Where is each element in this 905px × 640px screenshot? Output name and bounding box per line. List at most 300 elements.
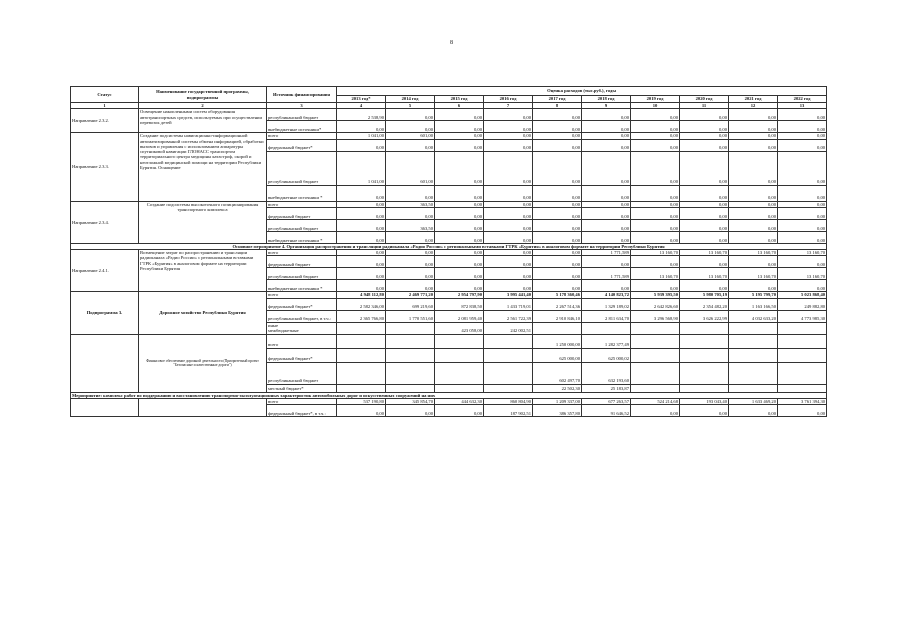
value-cell: 3 761 394,30 (778, 399, 827, 405)
value-cell: 423 058,00 (435, 322, 484, 334)
column-number: 13 (778, 103, 827, 109)
value-cell: 0,00 (435, 219, 484, 231)
program-name: Освещение накопленными систем оборудования автотранспортных средств, используемых при осуществлении перевозок детей (139, 109, 267, 133)
source-cell: федеральный бюджет* (267, 348, 337, 362)
value-cell (729, 384, 778, 392)
column-number: 10 (631, 103, 680, 109)
value-cell: 0,00 (680, 151, 729, 185)
value-cell: 0,00 (386, 121, 435, 133)
value-cell: 0,00 (582, 201, 631, 207)
value-cell: 0,00 (778, 139, 827, 151)
value-cell (582, 322, 631, 334)
value-cell: 0,00 (778, 405, 827, 417)
value-cell: 1 041,00 (337, 133, 386, 139)
program-name: Возмещение затрат по распространению и трансляции радиоканала «Радио России» с региональными вставками ГТРК «Бурятия» в аналоговом формате на территории Республики Бурятия (139, 250, 267, 292)
table-row (71, 334, 827, 348)
value-cell: 0,00 (435, 280, 484, 292)
value-cell: 0,00 (337, 207, 386, 219)
value-cell: 1 771,589 (582, 250, 631, 256)
value-cell: 0,00 (582, 280, 631, 292)
value-cell: 0,00 (386, 231, 435, 243)
value-cell (484, 348, 533, 362)
value-cell (631, 362, 680, 384)
value-cell: 0,00 (484, 207, 533, 219)
source-cell: республиканский бюджет, в т.ч.: (267, 310, 337, 322)
value-cell: 386 357,80 (533, 405, 582, 417)
value-cell: 0,00 (631, 219, 680, 231)
value-cell: 2 538,90 (337, 109, 386, 121)
value-cell (778, 322, 827, 334)
value-cell: 0,00 (729, 280, 778, 292)
value-cell: 0,00 (435, 139, 484, 151)
value-cell: 4 140 823,72 (582, 292, 631, 298)
source-line: иные (268, 323, 279, 329)
value-cell: 0,00 (435, 231, 484, 243)
value-cell: 0,00 (484, 280, 533, 292)
value-cell: 0,00 (533, 151, 582, 185)
source-cell: всего (267, 250, 337, 256)
value-cell: 0,00 (582, 219, 631, 231)
value-cell: 13 160,70 (680, 268, 729, 280)
value-cell: 5 939 395,50 (631, 292, 680, 298)
value-cell: 0,00 (484, 201, 533, 207)
section-heading: Основное мероприятие 4. Организация распространения и трансляции радиоканала «Радио России» с региональными вставками ГТРК «Бурятия» в аналоговом формате на территории Республики Бурятия (71, 243, 827, 249)
value-cell: 0,00 (484, 256, 533, 268)
value-cell: 242 002,51 (484, 322, 533, 334)
value-cell: 13 160,70 (631, 268, 680, 280)
value-cell: 0,00 (386, 185, 435, 201)
value-cell: 345 854,70 (386, 399, 435, 405)
value-cell: 0,00 (582, 133, 631, 139)
value-cell: 4 773 985,30 (778, 310, 827, 322)
value-cell: 0,00 (435, 201, 484, 207)
year-header: 2017 год (533, 96, 582, 103)
value-cell: 3 995 441,40 (484, 292, 533, 298)
column-number: 1 (71, 103, 139, 109)
value-cell: 5 195 799,70 (729, 292, 778, 298)
source-cell: всего (267, 334, 337, 348)
value-cell: 0,00 (337, 139, 386, 151)
section-heading: Мероприятие: комплекс работ по поддержанию и восстановлению транспортно-эксплуатационных характеристик автомобильных дорог и искусственных сооружений на них (71, 392, 827, 398)
value-cell: 0,00 (435, 121, 484, 133)
value-cell: 0,00 (435, 207, 484, 219)
value-cell: 0,00 (680, 280, 729, 292)
value-cell: 0,00 (729, 185, 778, 201)
source-cell: федеральный бюджет* (267, 139, 337, 151)
page-number: 8 (450, 40, 453, 46)
value-cell: 0,00 (484, 121, 533, 133)
status-cell: Направление 2.3.3. (71, 133, 139, 201)
value-cell (337, 384, 386, 392)
source-cell: республиканский бюджет (267, 151, 337, 185)
value-cell (631, 348, 680, 362)
value-cell (729, 348, 778, 362)
value-cell: 0,00 (337, 405, 386, 417)
year-header: 2020 год (680, 96, 729, 103)
value-cell: 4 032 633,20 (729, 310, 778, 322)
value-cell: 0,00 (337, 256, 386, 268)
value-cell (533, 322, 582, 334)
value-cell: 0,00 (778, 231, 827, 243)
value-cell (680, 362, 729, 384)
value-cell: 0,00 (582, 109, 631, 121)
value-cell: 1 633 469,20 (729, 399, 778, 405)
value-cell: 3 296 568,90 (631, 310, 680, 322)
value-cell: 0,00 (533, 109, 582, 121)
value-cell: 0,00 (337, 268, 386, 280)
column-number: 12 (729, 103, 778, 109)
value-cell (484, 362, 533, 384)
value-cell: 13 160,70 (729, 268, 778, 280)
value-cell: 2 469 771,20 (386, 292, 435, 298)
status-cell: Направление 2.4.1. (71, 250, 139, 292)
value-cell: 0,00 (386, 250, 435, 256)
value-cell: 601,00 (386, 151, 435, 185)
value-cell (435, 384, 484, 392)
value-cell: 13 160,70 (778, 250, 827, 256)
value-cell: 0,00 (631, 280, 680, 292)
value-cell: 0,00 (435, 405, 484, 417)
value-cell: 1 329 189,02 (582, 298, 631, 310)
value-cell: 0,00 (337, 201, 386, 207)
value-cell: 0,00 (778, 207, 827, 219)
source-cell: федеральный бюджет* (267, 298, 337, 310)
value-cell: 0,00 (631, 121, 680, 133)
value-cell (386, 334, 435, 348)
value-cell: 363,50 (386, 201, 435, 207)
program-name (139, 399, 267, 417)
value-cell: 1 771,589 (582, 268, 631, 280)
value-cell (631, 322, 680, 334)
source-cell: республиканский бюджет (267, 109, 337, 121)
value-cell: 0,00 (337, 185, 386, 201)
value-cell: 0,00 (631, 109, 680, 121)
value-cell (386, 348, 435, 362)
value-cell (729, 362, 778, 384)
value-cell: 0,00 (533, 139, 582, 151)
year-header: 2019 год (631, 96, 680, 103)
value-cell: 0,00 (631, 133, 680, 139)
value-cell: 0,00 (680, 231, 729, 243)
value-cell (680, 384, 729, 392)
value-cell: 0,00 (680, 201, 729, 207)
value-cell: 444 632,30 (435, 399, 484, 405)
value-cell: 5 178 360,46 (533, 292, 582, 298)
value-cell: 0,00 (680, 121, 729, 133)
header-estimate: Оценка расходов (тыс.руб.), годы (337, 87, 827, 96)
value-cell: 0,00 (582, 256, 631, 268)
value-cell: 2 081 959,40 (435, 310, 484, 322)
value-cell: 0,00 (778, 133, 827, 139)
value-cell (386, 362, 435, 384)
value-cell: 0,00 (680, 207, 729, 219)
value-cell: 0,00 (582, 185, 631, 201)
value-cell: 0,00 (386, 405, 435, 417)
header-source: Источник финансирования (267, 87, 337, 103)
value-cell: 0,00 (778, 109, 827, 121)
value-cell: 2 811 634,70 (582, 310, 631, 322)
value-cell: 4 948 112,80 (337, 292, 386, 298)
status-cell: Направление 2.3.2. (71, 109, 139, 133)
column-number: 11 (680, 103, 729, 109)
value-cell: 0,00 (778, 201, 827, 207)
value-cell: 860 804,90 (484, 399, 533, 405)
value-cell: 0,00 (386, 139, 435, 151)
value-cell: 537 190,80 (337, 399, 386, 405)
value-cell: 0,00 (631, 201, 680, 207)
value-cell (778, 362, 827, 384)
column-number: 9 (582, 103, 631, 109)
value-cell: 0,00 (337, 121, 386, 133)
source-cell: внебюджетные источники * (267, 280, 337, 292)
value-cell: 0,00 (484, 250, 533, 256)
value-cell (337, 334, 386, 348)
column-number: 6 (435, 103, 484, 109)
value-cell: 0,00 (631, 151, 680, 185)
value-cell: 2 954 797,90 (435, 292, 484, 298)
value-cell: 0,00 (435, 256, 484, 268)
header-program: Наименование государственной программы, подпрограммы (139, 87, 267, 103)
value-cell: 0,00 (533, 268, 582, 280)
value-cell (435, 348, 484, 362)
value-cell: 1 282 377,49 (582, 334, 631, 348)
value-cell: 0,00 (680, 256, 729, 268)
value-cell: 0,00 (680, 405, 729, 417)
status-cell (71, 399, 139, 417)
source-cell (267, 322, 337, 334)
value-cell: 677 263,57 (582, 399, 631, 405)
value-cell: 91 646,52 (582, 405, 631, 417)
value-cell: 25 183,87 (582, 384, 631, 392)
column-number: 5 (386, 103, 435, 109)
value-cell (386, 322, 435, 334)
value-cell: 2 561 722,39 (484, 310, 533, 322)
value-cell: 0,00 (729, 139, 778, 151)
program-name: Финансовое обеспечение дорожной деятельности (Приоритетный проект "Безопасные и качественные дороги") (139, 334, 267, 392)
value-cell: 249 882,80 (778, 298, 827, 310)
value-cell (435, 334, 484, 348)
value-cell: 1 770 551,60 (386, 310, 435, 322)
value-cell: 872 838,50 (435, 298, 484, 310)
column-number: 7 (484, 103, 533, 109)
value-cell (729, 322, 778, 334)
value-cell: 632 193,60 (582, 362, 631, 384)
source-cell: внебюджетные источники * (267, 231, 337, 243)
value-cell: 1 250 000,00 (533, 334, 582, 348)
expense-table (70, 86, 827, 417)
value-cell: 699 219,60 (386, 298, 435, 310)
value-cell: 13 160,70 (729, 250, 778, 256)
value-cell: 2 910 846,10 (533, 310, 582, 322)
value-cell (778, 384, 827, 392)
value-cell: 0,00 (680, 219, 729, 231)
value-cell (337, 322, 386, 334)
year-header: 2022 год (778, 96, 827, 103)
value-cell: 0,00 (778, 219, 827, 231)
value-cell: 0,00 (582, 151, 631, 185)
value-cell: 0,00 (631, 231, 680, 243)
source-cell: республиканский бюджет (267, 219, 337, 231)
value-cell: 0,00 (435, 250, 484, 256)
value-cell: 0,00 (386, 256, 435, 268)
value-cell (484, 334, 533, 348)
source-cell: всего (267, 399, 337, 405)
value-cell (337, 362, 386, 384)
value-cell: 22 502,30 (533, 384, 582, 392)
column-number: 2 (139, 103, 267, 109)
value-cell: 2 582 346,00 (337, 298, 386, 310)
value-cell: 0,00 (729, 109, 778, 121)
year-header: 2016 год (484, 96, 533, 103)
value-cell: 0,00 (631, 139, 680, 151)
value-cell: 2 267 514,36 (533, 298, 582, 310)
year-header: 2021 год (729, 96, 778, 103)
value-cell: 1 041,00 (337, 151, 386, 185)
source-cell: местный бюджет* (267, 384, 337, 392)
value-cell: 0,00 (533, 185, 582, 201)
value-cell: 0,00 (729, 256, 778, 268)
program-name: Создание подсистемы высокоточного позиционирования транспортного комплекса (139, 201, 267, 243)
value-cell: 193 043,40 (680, 399, 729, 405)
year-header: 2014 год (386, 96, 435, 103)
value-cell (435, 362, 484, 384)
value-cell: 1 163 166,50 (729, 298, 778, 310)
value-cell: 0,00 (533, 231, 582, 243)
value-cell: 187 902,51 (484, 405, 533, 417)
value-cell: 5 023 868,40 (778, 292, 827, 298)
value-cell: 0,00 (386, 207, 435, 219)
value-cell: 1 433 719,01 (484, 298, 533, 310)
value-cell (631, 384, 680, 392)
value-cell: 1 209 337,00 (533, 399, 582, 405)
value-cell: 0,00 (778, 280, 827, 292)
value-cell: 13 160,70 (631, 250, 680, 256)
value-cell: 0,00 (533, 207, 582, 219)
year-header: 2018 год (582, 96, 631, 103)
value-cell: 13 160,70 (778, 268, 827, 280)
source-cell: республиканский бюджет (267, 268, 337, 280)
value-cell: 0,00 (435, 151, 484, 185)
value-cell: 0,00 (484, 185, 533, 201)
value-cell: 0,00 (484, 268, 533, 280)
value-cell: 2 642 826,60 (631, 298, 680, 310)
value-cell: 0,00 (631, 405, 680, 417)
value-cell: 0,00 (484, 219, 533, 231)
value-cell (778, 334, 827, 348)
value-cell (729, 334, 778, 348)
value-cell: 0,00 (386, 268, 435, 280)
value-cell: 0,00 (729, 405, 778, 417)
source-cell: всего (267, 292, 337, 298)
value-cell: 0,00 (680, 139, 729, 151)
value-cell: 0,00 (778, 256, 827, 268)
value-cell: 0,00 (778, 185, 827, 201)
year-header: 2013 год* (337, 96, 386, 103)
program-name: Создание подсистемы навигационно-информационной автоматизированной системы обмена информацией, обработки вызовов и управления с использованием аппаратуры спутниковой навигации ГЛОНАСС транспортом территориального центра медицины катастроф, скорой и неотложной медицинской помощи на территории Республики Бурятия. Оснащение (139, 133, 267, 201)
value-cell: 0,00 (386, 280, 435, 292)
source-cell: федеральный бюджет (267, 207, 337, 219)
source-line: межбюджетные (268, 328, 299, 334)
value-cell: 0,00 (337, 250, 386, 256)
value-cell (337, 348, 386, 362)
value-cell: 0,00 (729, 201, 778, 207)
value-cell: 0,00 (533, 280, 582, 292)
value-cell: 0,00 (337, 280, 386, 292)
value-cell: 0,00 (435, 133, 484, 139)
source-cell: внебюджетные источники* (267, 121, 337, 133)
value-cell: 0,00 (582, 121, 631, 133)
source-cell: всего (267, 201, 337, 207)
value-cell: 0,00 (337, 231, 386, 243)
value-cell: 0,00 (631, 256, 680, 268)
value-cell: 0,00 (729, 151, 778, 185)
value-cell: 0,00 (435, 185, 484, 201)
value-cell: 0,00 (729, 133, 778, 139)
value-cell (484, 384, 533, 392)
value-cell (631, 334, 680, 348)
value-cell: 0,00 (582, 207, 631, 219)
value-cell: 0,00 (680, 133, 729, 139)
value-cell: 0,00 (582, 231, 631, 243)
source-cell: республиканский бюджет (267, 362, 337, 384)
value-cell: 0,00 (680, 185, 729, 201)
value-cell: 0,00 (582, 139, 631, 151)
value-cell: 0,00 (729, 219, 778, 231)
value-cell: 3 626 222,99 (680, 310, 729, 322)
value-cell: 0,00 (778, 151, 827, 185)
value-cell: 0,00 (533, 133, 582, 139)
value-cell: 0,00 (729, 231, 778, 243)
value-cell: 625 000,02 (582, 348, 631, 362)
value-cell: 0,00 (533, 256, 582, 268)
value-cell (680, 334, 729, 348)
value-cell: 2 354 482,20 (680, 298, 729, 310)
value-cell: 0,00 (729, 207, 778, 219)
value-cell: 0,00 (533, 219, 582, 231)
value-cell: 0,00 (631, 185, 680, 201)
value-cell: 0,00 (386, 109, 435, 121)
value-cell: 0,00 (484, 151, 533, 185)
value-cell: 0,00 (778, 121, 827, 133)
value-cell (680, 322, 729, 334)
value-cell: 2 365 766,80 (337, 310, 386, 322)
source-cell: внебюджетные источники * (267, 185, 337, 201)
value-cell: 0,00 (435, 268, 484, 280)
value-cell (680, 348, 729, 362)
value-cell: 0,00 (533, 250, 582, 256)
value-cell: 0,00 (484, 109, 533, 121)
header-status: Статус (71, 87, 139, 103)
status-cell (71, 334, 139, 392)
value-cell: 0,00 (484, 231, 533, 243)
value-cell: 0,00 (484, 133, 533, 139)
column-number: 4 (337, 103, 386, 109)
value-cell: 0,00 (484, 139, 533, 151)
value-cell: 5 980 705,19 (680, 292, 729, 298)
value-cell: 524 214,68 (631, 399, 680, 405)
value-cell: 0,00 (533, 201, 582, 207)
value-cell: 363,50 (386, 219, 435, 231)
program-name: Дорожное хозяйство Республики Бурятия (139, 292, 267, 334)
value-cell (778, 348, 827, 362)
source-cell: федеральный бюджет (267, 256, 337, 268)
column-number: 3 (267, 103, 337, 109)
value-cell: 0,00 (729, 121, 778, 133)
table-row (71, 109, 827, 121)
value-cell: 602 497,70 (533, 362, 582, 384)
source-cell: всего (267, 133, 337, 139)
value-cell: 0,00 (680, 109, 729, 121)
